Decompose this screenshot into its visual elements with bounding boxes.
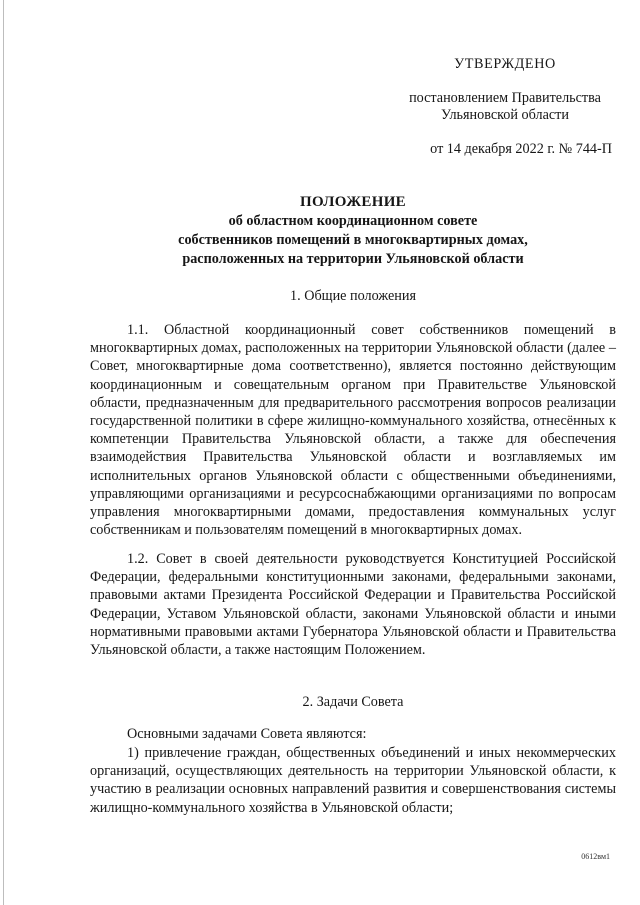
approval-date-number: от 14 декабря 2022 г. № 744-П [430,141,612,157]
approval-authority [380,90,630,124]
approval-authority-line-2: Ульяновской области [441,107,569,123]
approval-authority-line-1: постановлением Правительства [409,90,601,106]
approval-stamp-title: УТВЕРЖДЕНО [454,56,556,72]
document-title-line-4: расположенных на территории Ульяновской области [182,251,524,267]
section-1-heading: 1. Общие положения [290,288,416,304]
scan-margin-line [3,0,4,905]
document-title-main: ПОЛОЖЕНИЕ [300,194,406,210]
section-2-intro: Основными задачами Совета являются: [127,726,367,742]
document-title-line-2: об областном координационном совете [228,213,478,229]
section-2-heading: 2. Задачи Совета [302,694,404,710]
section-2-item-1: 1) привлечение граждан, общественных объединений и иных некоммерческих организаций, осуществляющих деятельность на территории Ульяновской области, к участию в реализации основных направлений развития и совершенствования системы жилищно-коммунального хозяйства в Ульяновской области; [90,745,616,816]
paragraph-1-1: 1.1. Областной координационный совет собственников помещений в многоквартирных домах, расположенных на территории Ульяновской области (далее – Совет, многоквартирные дома соответственно), является постоянно действующим координационным и совещательным органом при Правительстве Ульяновской области, предназначенным для предварительного рассмотрения вопросов реализации государственной политики в сфере жилищно-коммунального хозяйства, отнесённых к компетенции Правительства Ульяновской области, а также для обеспечения взаимодействия Правительства Ульяновской области и возглавляемых им исполнительных органов Ульяновской области с общественными объединениями, управляющими организациями и ресурсоснабжающими организациями по вопросам управления многоквартирными домами, предоставления коммунальных услуг собственникам и пользователям помещений в многоквартирных домах. [90,322,616,539]
document-title-line-3: собственников помещений в многоквартирных домах, [178,232,528,248]
footer-document-code: 0612вм1 [581,852,610,861]
paragraph-1-2: 1.2. Совет в своей деятельности руководствуется Конституцией Российской Федерации, федеральными конституционными законами, федеральными законами, правовыми актами Президента Российской Федерации и Правительства Российской Федерации, Уставом Ульяновской области, законами Ульяновской области и иными нормативными правовыми актами Губернатора Ульяновской области и Правительства Ульяновской области, а также настоящим Положением. [90,551,616,659]
document-title [90,193,616,269]
